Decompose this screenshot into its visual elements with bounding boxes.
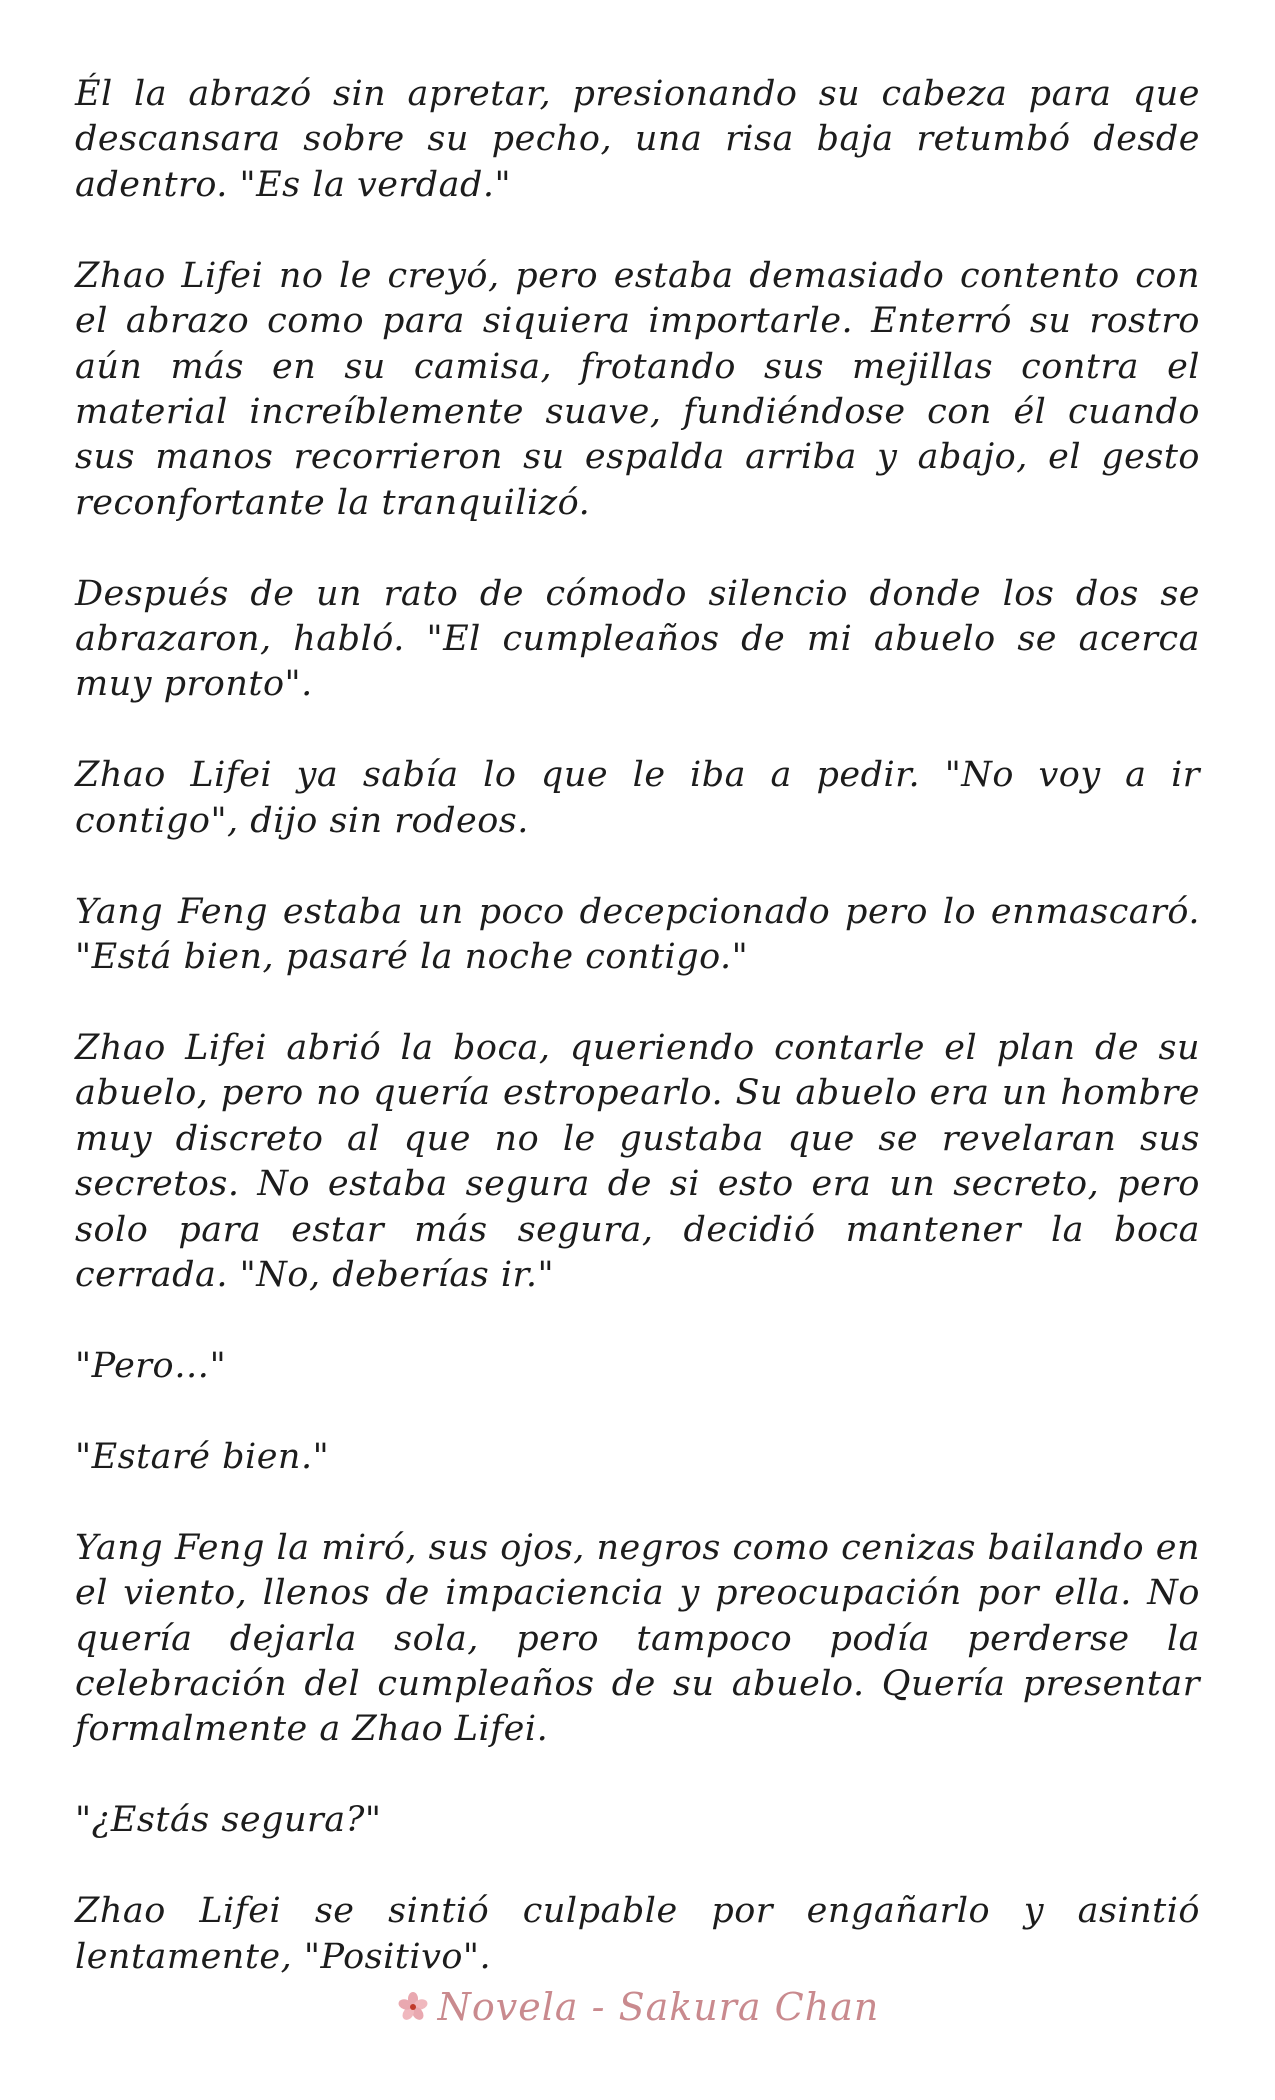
watermark (0, 1982, 1275, 2032)
watermark-text: Novela - Sakura Chan (437, 1985, 880, 2029)
paragraph-7: "Pero…" (75, 1345, 227, 1386)
paragraph-5: Yang Feng estaba un poco decepcionado pero lo enmascaró. "Está bien, pasaré la noche contigo." (75, 891, 1200, 978)
paragraph-8: "Estaré bien." (75, 1436, 330, 1477)
paragraph-1: Él la abrazó sin apretar, presionando su cabeza para que descansara sobre su pecho, una risa baja retumbó desde adentro. "Es la verdad." (75, 74, 1200, 205)
paragraph-2: Zhao Lifei no le creyó, pero estaba demasiado contento con el abrazo como para siquiera importarle. Enterró su rostro aún más en su camisa, frotando sus mejillas contra el material increíblemente suave, fundiéndose con él cuando sus manos recorrieron su espalda arriba y abajo, el gesto reconfortante la tranquilizó. (75, 255, 1200, 523)
paragraph-6: Zhao Lifei abrió la boca, queriendo contarle el plan de su abuelo, pero no quería estropearlo. Su abuelo era un hombre muy discreto al que no le gustaba que se revelaran sus secretos. No estaba segura de si esto era un secreto, pero solo para estar más segura, decidió mantener la boca cerrada. "No, deberías ir." (75, 1028, 1200, 1296)
document-body (75, 72, 1200, 1980)
paragraph-11: Zhao Lifei se sintió culpable por engañarlo y asintió lentamente, "Positivo". (75, 1891, 1200, 1977)
paragraph-3: Después de un rato de cómodo silencio donde los dos se abrazaron, habló. "El cumpleaños de mi abuelo se acerca muy pronto". (75, 573, 1200, 705)
sakura-flower-icon (396, 1990, 430, 2024)
paragraph-4: Zhao Lifei ya sabía lo que le iba a pedir. "No voy a ir contigo", dijo sin rodeos. (75, 755, 1200, 841)
paragraph-10: "¿Estás segura?" (75, 1800, 382, 1841)
paragraph-9: Yang Feng la miró, sus ojos, negros como cenizas bailando en el viento, llenos de impaciencia y preocupación por ella. No quería dejarla sola, pero tampoco podía perderse la celebración del cumpleaños de su abuelo. Quería presentar formalmente a Zhao Lifei. (75, 1527, 1200, 1750)
